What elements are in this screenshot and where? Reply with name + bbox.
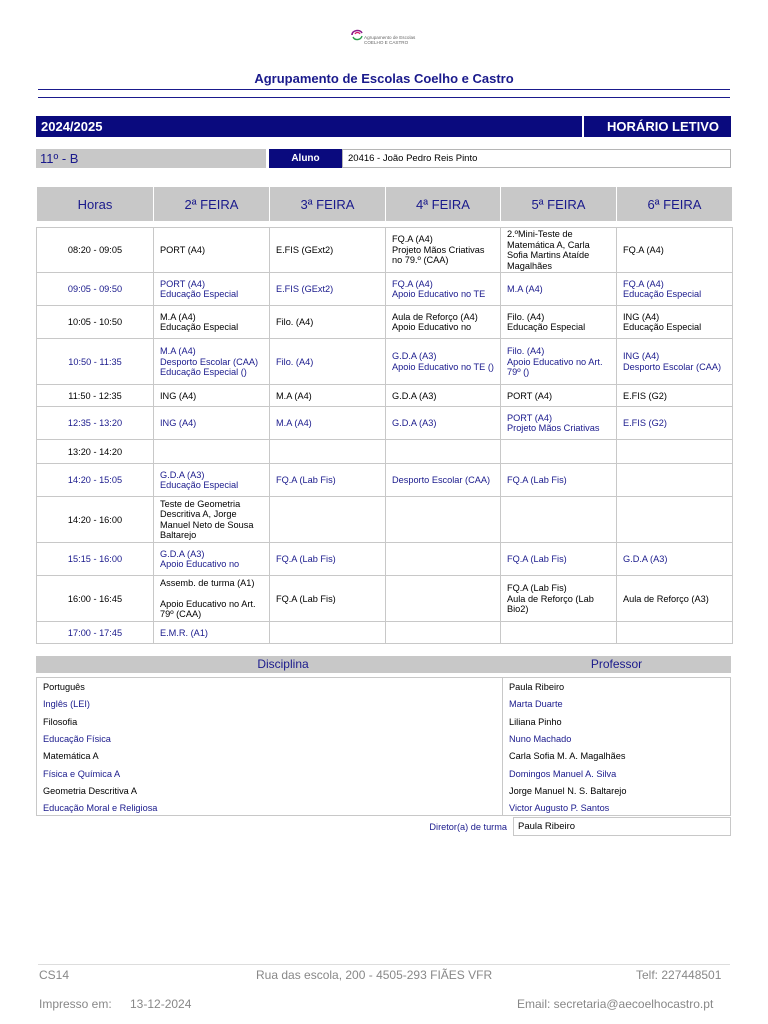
printed-date: 13-12-2024 [130,997,192,1011]
schedule-row [37,440,733,464]
class-cell-thursday: PORT (A4) Projeto Mãos Criativas [501,407,617,440]
class-cell-friday: E.FIS (G2) [617,407,733,440]
schedule-type: HORÁRIO LETIVO [584,116,731,137]
class-cell-wednesday [386,497,501,543]
header-wednesday: 4ª FEIRA [386,187,501,222]
class-cell-monday: PORT (A4) Educação Especial [154,273,270,306]
school-year: 2024/2025 [36,116,582,137]
class-cell-monday: PORT (A4) [154,228,270,273]
class-cell-wednesday: Aula de Reforço (A4) Apoio Educativo no [386,306,501,339]
class-cell-monday: ING (A4) [154,385,270,407]
class-cell-wednesday: G.D.A (A3) [386,385,501,407]
class-cell-tuesday: Filo. (A4) [270,339,386,385]
class-cell-thursday: FQ.A (Lab Fis) [501,464,617,497]
time-slot: 13:20 - 14:20 [37,440,154,464]
class-cell-wednesday: G.D.A (A3) Apoio Educativo no TE () [386,339,501,385]
discipline-name: Educação Moral e Religiosa [43,803,158,814]
time-slot: 08:20 - 09:05 [37,228,154,273]
discipline-name: Filosofia [43,716,78,727]
class-cell-friday [617,497,733,543]
schedule-row [37,339,733,385]
logo-text: Agrupamento de Escolas COELHO E CASTRO [364,35,416,45]
class-cell-wednesday: G.D.A (A3) [386,407,501,440]
class-cell-monday: Teste de Geometria Descritiva A, Jorge Manuel Neto de Sousa Baltarejo [154,497,270,543]
class-cell-tuesday: FQ.A (Lab Fis) [270,576,386,622]
class-cell-wednesday [386,622,501,644]
schedule-row [37,543,733,576]
footer-address: Rua das escola, 200 - 4505-293 FIÃES VFR [256,968,493,982]
class-cell-monday: E.M.R. (A1) [154,622,270,644]
class-cell-tuesday: FQ.A (Lab Fis) [270,543,386,576]
header-monday: 2ª FEIRA [154,187,270,222]
class-cell-tuesday: E.FIS (GExt2) [270,273,386,306]
professor-name: Jorge Manuel N. S. Baltarejo [509,785,627,796]
header-friday: 6ª FEIRA [617,187,733,222]
class-cell-thursday: PORT (A4) [501,385,617,407]
class-cell-wednesday [386,440,501,464]
class-cell-tuesday [270,440,386,464]
time-slot: 14:20 - 15:05 [37,464,154,497]
divider [38,964,730,965]
school-name: Agrupamento de Escolas Coelho e Castro [254,71,514,86]
class-director-value: Paula Ribeiro [513,817,731,836]
schedule-row [37,576,733,622]
class-cell-thursday: M.A (A4) [501,273,617,306]
footer-code: CS14 [39,968,70,982]
professor-name: Nuno Machado [509,733,572,744]
discipline-list [36,677,731,816]
class-cell-friday [617,440,733,464]
discipline-name: Física e Química A [43,768,121,779]
header-thursday: 5ª FEIRA [501,187,617,222]
discipline-name: Português [43,682,85,692]
footer-phone: Telf: 227448501 [636,968,722,982]
class-name: 11º - B [36,149,266,168]
schedule-row [37,407,733,440]
student-value: 20416 - João Pedro Reis Pinto [342,149,731,168]
schedule-row [37,497,733,543]
professor-name: Victor Augusto P. Santos [509,803,610,814]
schedule-row [37,622,733,644]
time-slot: 12:35 - 13:20 [37,407,154,440]
schedule-row [37,464,733,497]
time-slot: 16:00 - 16:45 [37,576,154,622]
class-cell-thursday: Filo. (A4) Apoio Educativo no Art. 79º () [501,339,617,385]
student-label: Aluno [269,149,342,168]
printed-label: Impresso em: [39,997,112,1011]
class-cell-tuesday [270,622,386,644]
class-cell-friday [617,622,733,644]
class-cell-thursday [501,497,617,543]
class-cell-tuesday: M.A (A4) [270,385,386,407]
time-slot: 11:50 - 12:35 [37,385,154,407]
class-cell-tuesday: Filo. (A4) [270,306,386,339]
footer-email: Email: secretaria@aecoelhocastro.pt [517,997,714,1011]
divider [38,97,730,98]
class-cell-wednesday [386,543,501,576]
school-logo [350,28,420,50]
class-cell-monday: ING (A4) [154,407,270,440]
time-slot: 09:05 - 09:50 [37,273,154,306]
discipline-name: Educação Física [43,733,111,744]
class-cell-tuesday: FQ.A (Lab Fis) [270,464,386,497]
class-cell-tuesday [270,497,386,543]
discipline-name: Geometria Descritiva A [43,785,137,796]
class-cell-thursday [501,440,617,464]
schedule-row [37,273,733,306]
professor-name: Carla Sofia M. A. Magalhães [509,751,626,762]
class-cell-monday: M.A (A4) Educação Especial [154,306,270,339]
header-tuesday: 3ª FEIRA [270,187,386,222]
class-cell-monday [154,440,270,464]
class-director-label: Diretor(a) de turma [429,822,507,832]
class-cell-friday: Aula de Reforço (A3) [617,576,733,622]
time-slot: 14:20 - 16:00 [37,497,154,543]
title-bar [36,116,731,137]
class-cell-friday: FQ.A (A4) [617,228,733,273]
class-cell-friday [617,464,733,497]
schedule-table [36,186,733,644]
time-slot: 17:00 - 17:45 [37,622,154,644]
schedule-row [37,228,733,273]
class-cell-monday: G.D.A (A3) Educação Especial [154,464,270,497]
class-cell-friday: E.FIS (G2) [617,385,733,407]
logo-icon [350,28,364,42]
class-cell-thursday: 2.ºMini-Teste de Matemática A, Carla Sofia Martins Ataíde Magalhães [501,228,617,273]
time-slot: 10:05 - 10:50 [37,306,154,339]
schedule-row [37,306,733,339]
class-cell-tuesday: M.A (A4) [270,407,386,440]
divider [38,89,730,90]
professor-name: Liliana Pinho [509,716,562,727]
time-slot: 10:50 - 11:35 [37,339,154,385]
class-cell-wednesday: FQ.A (A4) Projeto Mãos Criativas no 79.º (CAA) [386,228,501,273]
class-cell-wednesday [386,576,501,622]
class-cell-thursday: Filo. (A4) Educação Especial [501,306,617,339]
class-cell-monday: Assemb. de turma (A1) Apoio Educativo no Art. 79º (CAA) [154,576,270,622]
discipline-name: Inglês (LEI) [43,699,90,710]
class-cell-thursday: FQ.A (Lab Fis) Aula de Reforço (Lab Bio2) [501,576,617,622]
class-cell-friday: G.D.A (A3) [617,543,733,576]
class-cell-friday: FQ.A (A4) Educação Especial [617,273,733,306]
professor-name: Marta Duarte [509,699,563,710]
class-cell-friday: ING (A4) Educação Especial [617,306,733,339]
class-cell-monday: G.D.A (A3) Apoio Educativo no [154,543,270,576]
class-cell-thursday: FQ.A (Lab Fis) [501,543,617,576]
professor-header: Professor [502,656,731,673]
divider [502,678,503,815]
header-hours: Horas [37,187,154,222]
professor-name: Domingos Manuel A. Silva [509,768,617,779]
class-cell-thursday [501,622,617,644]
professor-name: Paula Ribeiro [509,682,565,692]
schedule-row [37,385,733,407]
schedule-header-row [37,187,733,222]
class-cell-monday: M.A (A4) Desporto Escolar (CAA) Educação Especial () [154,339,270,385]
class-cell-tuesday: E.FIS (GExt2) [270,228,386,273]
class-cell-wednesday: Desporto Escolar (CAA) [386,464,501,497]
time-slot: 15:15 - 16:00 [37,543,154,576]
class-cell-friday: ING (A4) Desporto Escolar (CAA) [617,339,733,385]
class-cell-wednesday: FQ.A (A4) Apoio Educativo no TE [386,273,501,306]
discipline-name: Matemática A [43,751,99,762]
discipline-header: Disciplina [36,656,530,673]
